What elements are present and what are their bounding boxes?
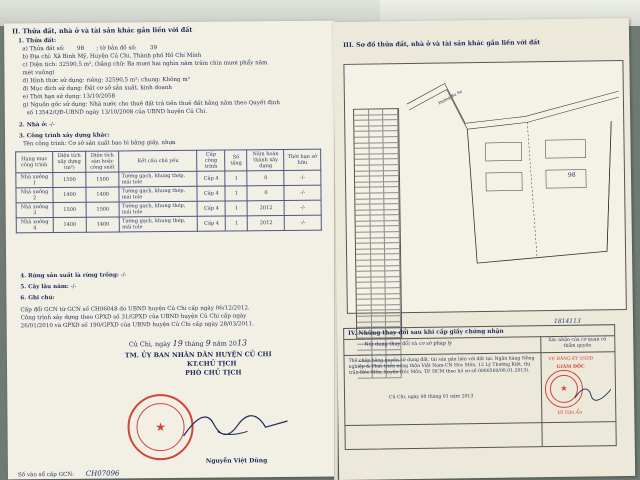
changes-office: VP. ĐĂNG KÝ QSDĐ bbox=[548, 356, 594, 363]
usage-origin-line-2: số 13542/QĐ-UBND ngày 13/10/2008 của UBND huyện Củ Chi. bbox=[26, 108, 208, 117]
cell-structure: Tường gạch, khung thép, mái tole bbox=[119, 201, 197, 217]
issuer-org: TM. ỦY BAN NHÂN DÂN HUYỆN CỦ CHI bbox=[124, 350, 272, 360]
cell-build-area: 1500 bbox=[53, 202, 86, 217]
parcel-label: 98 bbox=[567, 171, 576, 179]
forest-heading: 4. Rừng sản xuất là rừng trồng: bbox=[20, 272, 119, 280]
address-line: b) Địa chỉ: Xã Bình Mỹ, Huyện Củ Chi, Thành phố Hồ Chí Minh bbox=[22, 52, 202, 61]
perennial-value: -/- bbox=[70, 283, 77, 290]
registry-label: Số vào sổ cấp GCN: bbox=[17, 471, 74, 479]
cell-build-area: 1500 bbox=[53, 172, 86, 187]
perennial-heading: 5. Cây lâu năm: bbox=[20, 283, 69, 291]
cell-grade: Cấp 4 bbox=[197, 201, 225, 216]
col-grade: Cấp công trình bbox=[197, 150, 225, 171]
changes-title: IV. Những thay đổi sau khi cấp giấy chứng nhận bbox=[348, 328, 504, 337]
cell-floors: 1 bbox=[225, 201, 247, 216]
date-year: 13 bbox=[236, 338, 248, 348]
cell-floors: 1 bbox=[225, 216, 247, 231]
area-words-line: mét vuông) bbox=[22, 70, 55, 77]
forest-line bbox=[20, 272, 126, 280]
map-number: 39 bbox=[149, 45, 158, 52]
changes-section bbox=[343, 317, 617, 450]
cell-build-area: 1400 bbox=[53, 187, 86, 202]
house-heading: 2. Nhà ở: bbox=[18, 122, 48, 129]
cell-year: 2012 bbox=[248, 201, 285, 216]
notes-line-1: Cấp đổi GCN từ GCN số CH06048 do UBND huyện Củ Chi cấp ngày 06/12/2012. bbox=[20, 305, 250, 314]
cell-item: Nhà xưởng 2 bbox=[16, 188, 53, 203]
map-label: ; tờ bản đồ số: bbox=[96, 45, 137, 52]
office-signature-icon bbox=[573, 383, 613, 404]
notes-line-2: Công trình xây dựng theo GPXD số 31/GPXD của UBND huyện Củ Chi cấp ngày bbox=[20, 313, 247, 322]
cell-item: Nhà xưởng 1 bbox=[16, 173, 53, 188]
signer-name: Nguyễn Việt Dũng bbox=[205, 457, 268, 465]
changes-col-confirm: Xác nhận của cơ quan có thẩm quyền bbox=[548, 337, 607, 349]
issuer-title: PHÓ CHỦ TỊCH bbox=[185, 368, 242, 377]
signature-icon bbox=[177, 405, 297, 446]
cell-year: 2012 bbox=[248, 216, 285, 231]
cell-floor-area: 1400 bbox=[86, 187, 119, 202]
changes-content: Thế chấp bằng quyền sử dụng đất, tài sản gắn liền với đất tại: Ngân hàng Nông nghiệp & Phát triển nông thôn Việt Nam-CN Hóc Môn, 12 Lý Thường Kiệt, thị trấn Hóc Môn, huyện Hóc Môn, TP. HCM theo hồ sơ số 0000560/08.01.2013). bbox=[348, 356, 535, 376]
cell-build-area: 1400 bbox=[53, 217, 86, 232]
cell-structure: Tường gạch, khung thép, mái tole bbox=[120, 216, 198, 232]
cell-grade: Cấp 4 bbox=[197, 186, 225, 201]
col-year: Năm hoàn thành xây dựng bbox=[247, 150, 284, 171]
works-name: Tên công trình: Cơ sở sản xuất bao bì bằng giấy, nhựa bbox=[23, 139, 176, 148]
parcel-map bbox=[343, 60, 626, 314]
cell-item: Nhà xưởng 3 bbox=[16, 203, 53, 218]
official-seal-icon: ★ bbox=[127, 394, 194, 461]
cell-grade: Cấp 4 bbox=[198, 216, 226, 231]
cell-ownership-term: -/- bbox=[285, 215, 322, 230]
usage-purpose-line: đ) Mục đích sử dụng: Đất cơ sở sản xuất, kinh doanh bbox=[22, 84, 173, 93]
col-floors: Số tầng bbox=[225, 150, 247, 171]
cell-structure: Tường gạch, khung thép, mái tole bbox=[119, 186, 197, 202]
perennial-line bbox=[20, 284, 76, 291]
cell-floor-area: 1500 bbox=[86, 172, 119, 187]
area-line: c) Diện tích: 32590,5 m², (bằng chữ: Ba mươi hai nghìn năm trăm chín mươi phẩy năm bbox=[22, 60, 268, 69]
parcel-label: a) Thửa đất số: bbox=[22, 45, 65, 53]
cell-floor-area: 1400 bbox=[86, 217, 119, 232]
date-day: 19 bbox=[172, 338, 183, 348]
col-build-area: Diện tích xây dựng (m²) bbox=[53, 151, 86, 172]
sign-date bbox=[129, 339, 247, 348]
changes-role: GIÁM ĐỐC bbox=[556, 364, 585, 370]
certificate-right-page bbox=[333, 18, 635, 480]
col-ownership-term: Thời hạn sở hữu bbox=[284, 149, 321, 170]
col-item: Hạng mục công trình bbox=[16, 152, 53, 173]
cell-ownership-term: -/- bbox=[284, 170, 321, 185]
changes-date: Củ Chi, ngày 08 tháng 01 năm 2013 bbox=[389, 394, 474, 401]
cell-item: Nhà xưởng 4 bbox=[16, 218, 53, 233]
house-line bbox=[19, 122, 55, 129]
notes-line-3: 26/01/2010 và GPXD số 190/GPXD của UBND huyện Củ Chi cấp ngày 28/03/2011. bbox=[20, 321, 254, 330]
col-structure: Kết cấu chủ yếu bbox=[119, 150, 197, 172]
house-value: -/- bbox=[49, 122, 55, 129]
changes-col-content: Nội dung thay đổi và cơ sở pháp lý bbox=[364, 340, 453, 348]
land-heading: 1. Thửa đất: bbox=[18, 37, 57, 45]
cell-year: 0 bbox=[247, 171, 284, 186]
changes-number: 1814113 bbox=[553, 317, 581, 326]
cell-grade: Cấp 4 bbox=[197, 171, 225, 186]
cell-ownership-term: -/- bbox=[284, 185, 321, 200]
cell-ownership-term: -/- bbox=[284, 200, 321, 215]
cell-floors: 1 bbox=[225, 171, 247, 186]
forest-value: -/- bbox=[120, 272, 127, 279]
changes-signer: Võ Văn Ẩn bbox=[557, 410, 583, 416]
map-title: III. Sơ đồ thửa đất, nhà ở và tài sản khác gắn liền với đất bbox=[343, 39, 541, 49]
certificate-left-page bbox=[4, 21, 338, 480]
usage-form-line: d) Hình thức sử dụng: riêng: 32590,5 m²; chung: Không m² bbox=[22, 76, 190, 85]
parcel-line bbox=[22, 45, 168, 53]
month-label: tháng bbox=[184, 339, 204, 348]
table-row bbox=[16, 215, 321, 233]
registry-line bbox=[18, 470, 120, 479]
cell-floors: 1 bbox=[225, 186, 247, 201]
office-seal-icon: ★ bbox=[545, 370, 584, 409]
cell-floor-area: 1500 bbox=[86, 202, 119, 217]
year-label: năm 20 bbox=[212, 339, 237, 348]
works-heading: 3. Công trình xây dựng khác: bbox=[18, 132, 110, 140]
cell-year: 0 bbox=[247, 186, 284, 201]
date-month: 9 bbox=[205, 338, 211, 348]
usage-term-line: e) Thời hạn sử dụng: 13/10/2058 bbox=[22, 93, 116, 101]
registry-value: CH07096 bbox=[85, 469, 120, 478]
issuer-kt: KT.CHỦ TỊCH bbox=[186, 359, 237, 368]
date-prefix: Củ Chi, ngày bbox=[128, 340, 171, 349]
works-table-header bbox=[16, 149, 321, 173]
road-label: Đường Ba Sa bbox=[437, 88, 463, 106]
parcel-number: 98 bbox=[76, 45, 85, 52]
col-floor-area: Diện tích sàn hoặc công suất bbox=[86, 151, 119, 172]
coordinate-table bbox=[353, 108, 402, 339]
notes-heading: 6. Ghi chú: bbox=[20, 295, 55, 302]
usage-origin-line: g) Nguồn gốc sử dụng: Nhà nước cho thuê đất trả tiền thuê đất hằng năm theo Quyết định bbox=[22, 100, 281, 109]
section-title-land: II. Thửa đất, nhà ở và tài sản khác gắn liền với đất bbox=[12, 25, 193, 36]
works-table bbox=[15, 149, 322, 234]
cell-structure: Tường gạch, khung thép, mái tole bbox=[119, 171, 197, 187]
